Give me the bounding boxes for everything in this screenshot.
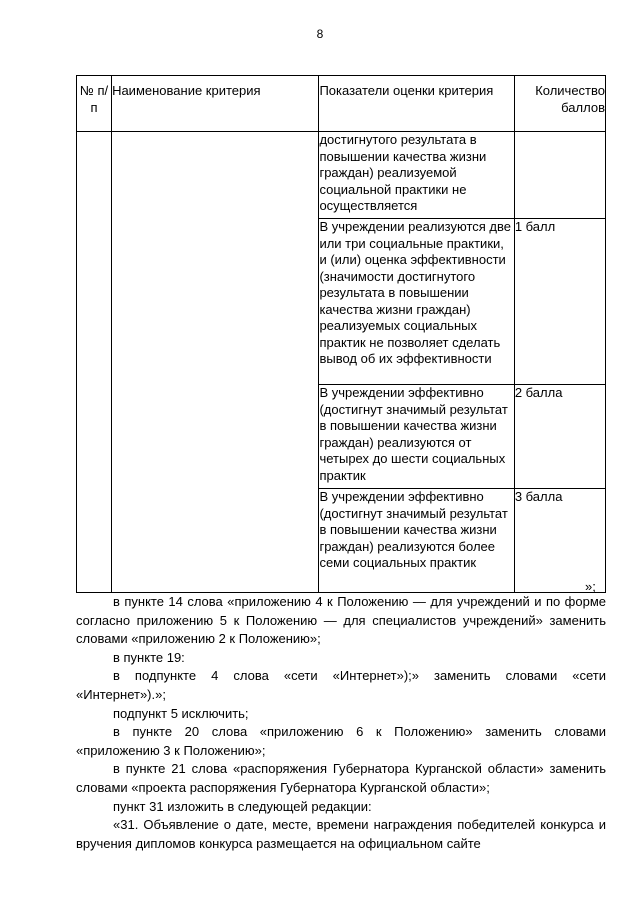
indicator-cell: достигнутого результата в повышении качества жизни граждан) реализуемой социальной практики не осуществляется (319, 132, 514, 219)
paragraph: в пункте 20 слова «приложению 6 к Положению» заменить словами «приложению 3 к Положению»; (76, 724, 606, 758)
points-cell: 3 балла (514, 489, 605, 593)
name-cell (112, 132, 319, 593)
paragraph: в пункте 19: (113, 649, 185, 665)
header-indicators: Показатели оценки критерия (319, 76, 514, 132)
header-num: № п/п (77, 76, 112, 132)
indicator-cell: В учреждении эффективно (достигнут значимый результат в повышении качества жизни граждан) реализуются от четырех до шести социальных практик (319, 385, 514, 489)
paragraph: «31. Объявление о дате, месте, времени награждения победителей конкурса и вручения дипломов конкурса размещается на официальном сайте (76, 817, 606, 851)
paragraph: в пункте 14 слова «приложению 4 к Положению — для учреждений и по форме согласно приложению 5 к Положению — для специалистов учреждений» заменить словами «приложению 2 к Положению»; (76, 594, 606, 647)
num-cell (77, 132, 112, 593)
paragraph: пункт 31 изложить в следующей редакции: (113, 798, 372, 814)
paragraph: в подпункте 4 слова «сети «Интернет»);» заменить словами «сети «Интернет»).»; (76, 668, 606, 702)
table-header-row (77, 76, 606, 132)
points-cell: 1 балл (514, 219, 605, 385)
points-cell (514, 132, 605, 219)
indicator-cell: В учреждении эффективно (достигнут значимый результат в повышении качества жизни граждан) реализуются более семи социальных практик (319, 489, 514, 593)
page-number: 8 (316, 27, 324, 41)
amendments-text (76, 593, 606, 853)
criteria-table (76, 75, 606, 593)
indicator-cell: В учреждении реализуются две или три социальные практики, и (или) оценка эффективности (значимости достигнутого результата в повышении качества жизни граждан) реализуемых социальных практик не позволяет сделать вывод об их эффективности (319, 219, 514, 385)
header-name: Наименование критерия (112, 76, 319, 132)
points-cell: 2 балла (514, 385, 605, 489)
closing-quote: »; (585, 579, 596, 594)
table-row (77, 132, 606, 219)
paragraph: подпункт 5 исключить; (113, 705, 249, 721)
header-points: Количество баллов (514, 76, 605, 132)
paragraph: в пункте 21 слова «распоряжения Губернатора Курганской области» заменить словами «проекта распоряжения Губернатора Курганской области»; (76, 761, 606, 795)
